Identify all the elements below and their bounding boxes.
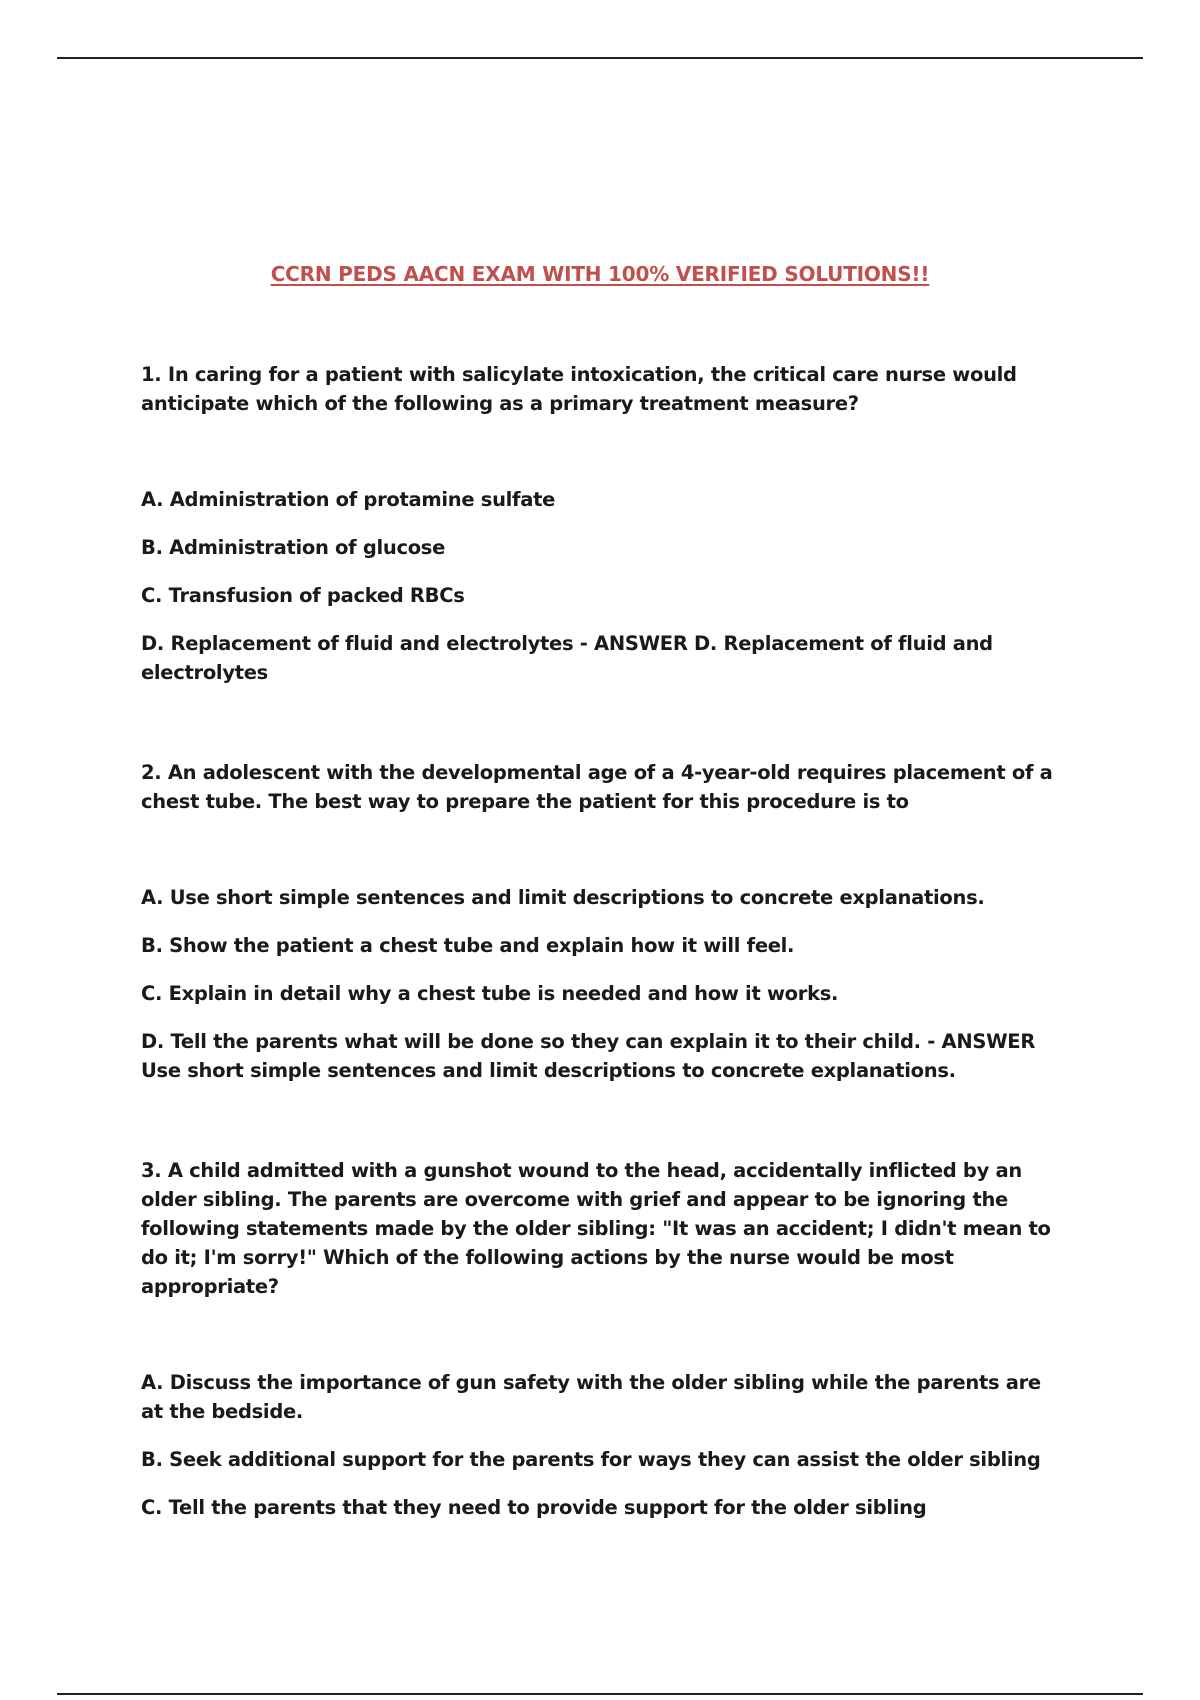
question-1 [141,360,1061,687]
question-stem: 2. An adolescent with the developmental age of a 4-year-old requires placement of a chest tube. The best way to prepare the patient for this procedure is to [141,761,1053,813]
option-a: A. Discuss the importance of gun safety with the older sibling while the parents are at the bedside. [141,1371,1041,1423]
option-a: A. Administration of protamine sulfate [141,488,556,511]
option-c: C. Transfusion of packed RBCs [141,584,465,607]
question-3 [141,1156,1061,1522]
page-title: CCRN PEDS AACN EXAM WITH 100% VERIFIED SOLUTIONS!! [270,262,930,286]
question-stem: 3. A child admitted with a gunshot wound to the head, accidentally inflicted by an older sibling. The parents are overcome with grief and appear to be ignoring the following statements made by the older sibling: "It was an accident; I didn't mean to do it; I'm sorry!" Which of the following actions by the nurse would be most appropriate? [141,1159,1051,1298]
option-c: C. Tell the parents that they need to provide support for the older sibling [141,1496,927,1519]
question-stem: 1. In caring for a patient with salicylate intoxication, the critical care nurse would anticipate which of the following as a primary treatment measure? [141,363,1017,415]
option-c: C. Explain in detail why a chest tube is needed and how it works. [141,982,839,1005]
option-b: B. Seek additional support for the parents for ways they can assist the older sibling [141,1448,1041,1471]
option-b: B. Administration of glucose [141,536,446,559]
option-d-answer: D. Replacement of fluid and electrolytes - ANSWER D. Replacement of fluid and electrolytes [141,632,993,684]
bottom-rule [57,1693,1143,1695]
question-list [141,360,1061,1541]
option-a: A. Use short simple sentences and limit descriptions to concrete explanations. [141,886,985,909]
option-b: B. Show the patient a chest tube and explain how it will feel. [141,934,795,957]
top-rule [57,57,1143,59]
option-d-answer: D. Tell the parents what will be done so they can explain it to their child. - ANSWER Use short simple sentences and limit descriptions to concrete explanations. [141,1030,1036,1082]
question-2 [141,758,1061,1085]
